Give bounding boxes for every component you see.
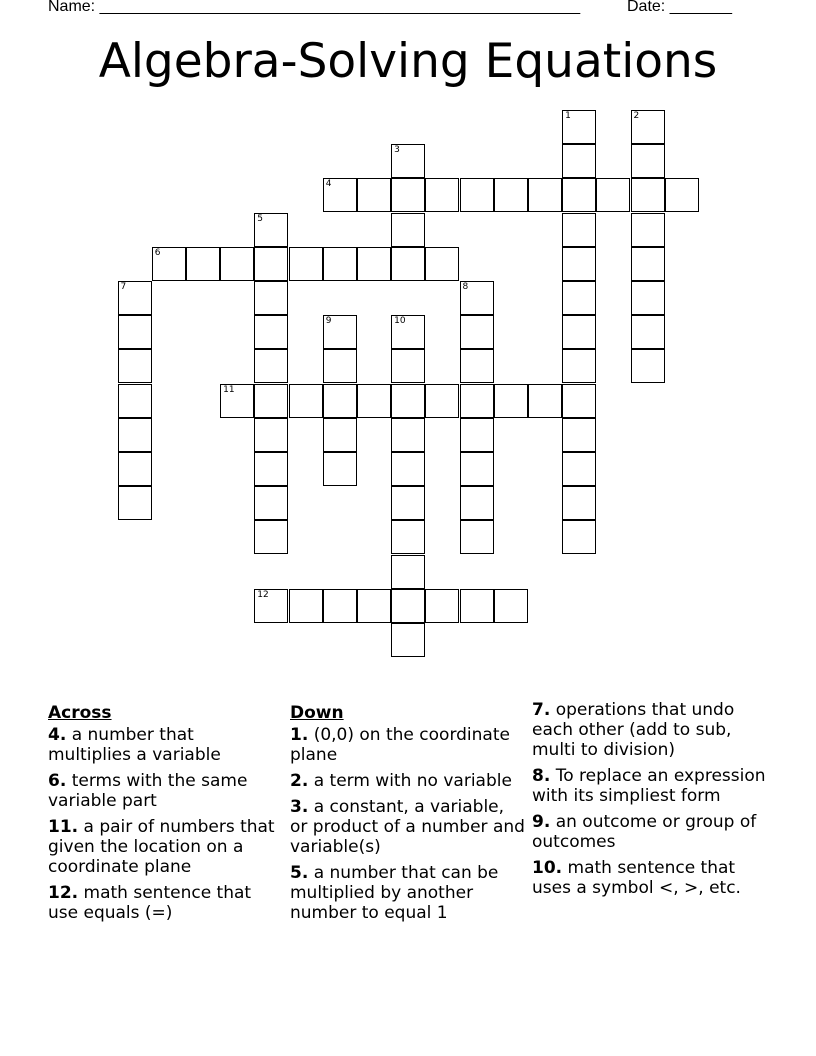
down-heading: Down xyxy=(290,703,344,723)
clue-number: 1. xyxy=(290,725,309,745)
grid-cell[interactable] xyxy=(391,384,425,418)
clue-down-1 xyxy=(290,725,526,765)
grid-cell[interactable] xyxy=(254,418,288,452)
grid-cell[interactable] xyxy=(391,623,425,657)
clue-number-label: 2 xyxy=(633,111,640,121)
grid-cell[interactable] xyxy=(254,384,288,418)
grid-cell[interactable] xyxy=(460,178,494,212)
grid-cell[interactable] xyxy=(460,486,494,520)
grid-cell[interactable] xyxy=(220,384,254,418)
grid-cell[interactable] xyxy=(289,247,323,281)
clue-text: an outcome or group of outcomes xyxy=(532,812,757,852)
grid-cell[interactable] xyxy=(562,178,596,212)
clue-number-label: 4 xyxy=(325,179,332,190)
clue-number: 3. xyxy=(290,797,309,817)
clue-number-label: 8 xyxy=(462,282,469,292)
clue-across-11 xyxy=(48,817,278,877)
grid-cell[interactable] xyxy=(323,315,357,349)
grid-cell[interactable] xyxy=(289,384,323,418)
clue-down-8 xyxy=(532,766,772,806)
grid-cell[interactable] xyxy=(631,144,665,178)
clue-text: a number that can be multiplied by another number to equal 1 xyxy=(290,863,499,923)
grid-cell[interactable] xyxy=(562,486,596,520)
clue-number: 12. xyxy=(48,883,79,903)
grid-cell[interactable] xyxy=(323,589,357,623)
grid-cell[interactable] xyxy=(186,247,220,281)
grid-cell[interactable] xyxy=(323,452,357,486)
grid-cell[interactable] xyxy=(254,315,288,349)
name-field-label: Name: ______________________________________________________ xyxy=(48,0,581,15)
grid-cell[interactable] xyxy=(460,452,494,486)
down-clues xyxy=(290,700,526,929)
clue-number: 4. xyxy=(48,725,67,745)
clue-down-9 xyxy=(532,812,772,852)
grid-cell[interactable] xyxy=(357,384,391,418)
clue-number: 8. xyxy=(532,766,551,786)
clue-text: (0,0) on the coordinate plane xyxy=(290,725,510,765)
grid-cell[interactable] xyxy=(631,247,665,281)
grid-cell[interactable] xyxy=(631,349,665,383)
grid-cell[interactable] xyxy=(254,452,288,486)
grid-cell[interactable] xyxy=(391,178,425,212)
grid-cell[interactable] xyxy=(528,178,562,212)
grid-cell[interactable] xyxy=(494,589,528,623)
grid-cell[interactable] xyxy=(631,110,665,144)
clue-number-label: 5 xyxy=(257,213,264,224)
clue-down-7 xyxy=(532,700,772,760)
date-field-label: Date: _______ xyxy=(627,0,732,15)
grid-cell[interactable] xyxy=(562,418,596,452)
clue-number-label: 6 xyxy=(154,247,161,258)
grid-cell[interactable] xyxy=(425,247,459,281)
grid-cell[interactable] xyxy=(118,384,152,418)
clue-number: 11. xyxy=(48,817,79,837)
clue-number-label: 9 xyxy=(325,316,332,327)
grid-cell[interactable] xyxy=(118,349,152,383)
clue-down-5 xyxy=(290,863,526,923)
clue-text: operations that undo each other (add to sub, multi to division) xyxy=(532,700,735,760)
clue-number: 5. xyxy=(290,863,309,883)
grid-cell[interactable] xyxy=(631,213,665,247)
clue-down-10 xyxy=(532,858,772,898)
clue-across-6 xyxy=(48,771,278,811)
grid-cell[interactable] xyxy=(425,589,459,623)
clue-text: a term with no variable xyxy=(313,771,512,791)
grid-cell[interactable] xyxy=(323,247,357,281)
grid-cell[interactable] xyxy=(460,589,494,623)
page-title: Algebra-Solving Equations xyxy=(98,34,718,89)
clue-text: a number that multiplies a variable xyxy=(48,725,221,765)
grid-cell[interactable] xyxy=(323,178,357,212)
grid-cell[interactable] xyxy=(289,589,323,623)
grid-cell[interactable] xyxy=(494,384,528,418)
grid-cell[interactable] xyxy=(494,178,528,212)
down-clues-continued xyxy=(532,700,772,904)
grid-cell[interactable] xyxy=(460,520,494,554)
grid-cell[interactable] xyxy=(425,384,459,418)
grid-cell[interactable] xyxy=(391,555,425,589)
grid-cell[interactable] xyxy=(391,418,425,452)
grid-cell[interactable] xyxy=(220,247,254,281)
clue-text: terms with the same variable part xyxy=(48,771,248,811)
grid-cell[interactable] xyxy=(254,589,288,623)
grid-cell[interactable] xyxy=(665,178,699,212)
grid-cell[interactable] xyxy=(391,589,425,623)
grid-cell[interactable] xyxy=(562,349,596,383)
clue-number: 2. xyxy=(290,771,309,791)
clue-number: 7. xyxy=(532,700,551,720)
clue-across-12 xyxy=(48,883,278,923)
grid-cell[interactable] xyxy=(118,281,152,315)
grid-cell[interactable] xyxy=(118,418,152,452)
clue-down-2 xyxy=(290,771,526,791)
clue-text: To replace an expression with its simpliest form xyxy=(532,766,766,806)
clue-number: 6. xyxy=(48,771,67,791)
grid-cell[interactable] xyxy=(631,281,665,315)
grid-cell[interactable] xyxy=(118,315,152,349)
grid-cell[interactable] xyxy=(562,110,596,144)
grid-cell[interactable] xyxy=(460,349,494,383)
grid-cell[interactable] xyxy=(562,281,596,315)
grid-cell[interactable] xyxy=(460,281,494,315)
grid-cell[interactable] xyxy=(562,384,596,418)
grid-cell[interactable] xyxy=(254,247,288,281)
grid-cell[interactable] xyxy=(254,520,288,554)
clue-text: math sentence that uses a symbol <, >, etc. xyxy=(532,858,741,898)
clue-number-label: 10 xyxy=(394,316,406,327)
grid-cell[interactable] xyxy=(562,213,596,247)
grid-cell[interactable] xyxy=(391,349,425,383)
grid-cell[interactable] xyxy=(460,315,494,349)
grid-cell[interactable] xyxy=(254,213,288,247)
clue-number-label: 3 xyxy=(394,145,400,156)
clue-across-4 xyxy=(48,725,278,765)
grid-cell[interactable] xyxy=(391,315,425,349)
grid-cell[interactable] xyxy=(596,178,630,212)
clue-down-3 xyxy=(290,797,526,857)
grid-cell[interactable] xyxy=(425,178,459,212)
grid-cell[interactable] xyxy=(391,247,425,281)
grid-cell[interactable] xyxy=(562,315,596,349)
clue-number-label: 7 xyxy=(120,282,127,292)
grid-cell[interactable] xyxy=(254,281,288,315)
grid-cell[interactable] xyxy=(357,178,391,212)
grid-cell[interactable] xyxy=(391,213,425,247)
grid-cell[interactable] xyxy=(562,247,596,281)
grid-cell[interactable] xyxy=(528,384,562,418)
clue-number-label: 12 xyxy=(257,589,269,600)
clue-text: a constant, a variable, or product of a number and variable(s) xyxy=(290,797,525,857)
grid-cell[interactable] xyxy=(391,486,425,520)
clue-number-label: 11 xyxy=(223,384,235,395)
grid-cell[interactable] xyxy=(357,247,391,281)
clue-text: a pair of numbers that given the location on a coordinate plane xyxy=(48,817,275,877)
grid-cell[interactable] xyxy=(631,315,665,349)
grid-cell[interactable] xyxy=(152,247,186,281)
clue-number: 9. xyxy=(532,812,551,832)
grid-cell[interactable] xyxy=(562,452,596,486)
grid-cell[interactable] xyxy=(323,384,357,418)
grid-cell[interactable] xyxy=(118,486,152,520)
clue-number-label: 1 xyxy=(565,111,571,121)
grid-cell[interactable] xyxy=(254,486,288,520)
clue-number: 10. xyxy=(532,858,563,878)
grid-cell[interactable] xyxy=(562,520,596,554)
grid-cell[interactable] xyxy=(460,384,494,418)
grid-cell[interactable] xyxy=(391,144,425,178)
grid-cell[interactable] xyxy=(323,349,357,383)
across-clues xyxy=(48,700,278,929)
grid-cell[interactable] xyxy=(460,418,494,452)
across-heading: Across xyxy=(48,703,112,723)
grid-cell[interactable] xyxy=(391,520,425,554)
grid-cell[interactable] xyxy=(631,178,665,212)
grid-cell[interactable] xyxy=(323,418,357,452)
grid-cell[interactable] xyxy=(118,452,152,486)
grid-cell[interactable] xyxy=(254,349,288,383)
grid-cell[interactable] xyxy=(391,452,425,486)
clue-text: math sentence that use equals (=) xyxy=(48,883,252,923)
grid-cell[interactable] xyxy=(562,144,596,178)
grid-cell[interactable] xyxy=(357,589,391,623)
